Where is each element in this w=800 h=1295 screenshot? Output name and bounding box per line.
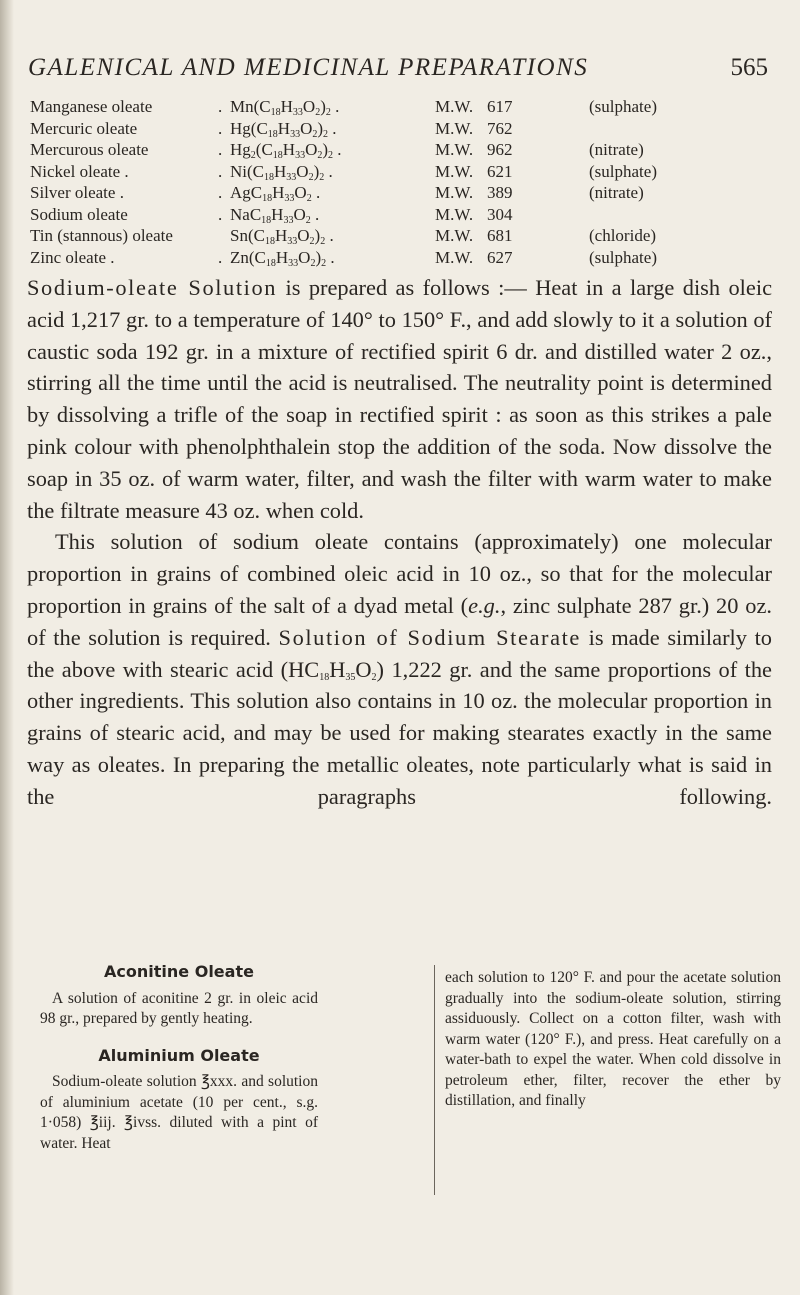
oleate-formula: $Sn(C_{18}H_{33}O_2)_2$ . xyxy=(230,226,334,247)
salt-note: (chloride) xyxy=(589,226,657,245)
molecular-weight: 304 xyxy=(487,204,513,224)
molecular-weight: 617 xyxy=(487,97,513,116)
oleate-formula: $Ni(C_{18}H_{33}O_2)_2$ . xyxy=(230,161,333,183)
oleate-table xyxy=(30,97,770,269)
oleate-formula: $Zn(C_{18}H_{33}O_2)_2$ . xyxy=(230,247,335,269)
salt-note: (sulphate) xyxy=(589,247,657,267)
paragraph-sodium-oleate-solution xyxy=(27,272,772,526)
run-in-heading-sodium-oleate: Sodium-oleate Solution xyxy=(27,275,278,300)
mw-source: M.W. xyxy=(435,118,474,138)
oleate-row xyxy=(30,248,770,270)
oleate-name: Mercurous oleate xyxy=(30,140,149,159)
oleate-name: Manganese oleate xyxy=(30,97,153,116)
mw-source: M.W. xyxy=(435,183,474,202)
column-divider xyxy=(434,965,435,1195)
paragraph-text: , zinc sulphate 287 gr.) 20 oz. of the solution is required. xyxy=(27,592,772,650)
eg-abbreviation: e.g. xyxy=(468,592,501,618)
oleate-row xyxy=(30,183,770,205)
mw-source: M.W. xyxy=(435,140,474,159)
mw-source: M.W. xyxy=(435,97,474,116)
salt-note: (nitrate) xyxy=(589,140,644,159)
oleate-name: Nickel oleate . xyxy=(30,161,129,181)
paragraph-text: This solution of sodium oleate contains (approximately) one molecular proportion in grains of combined oleic acid in 10 oz., so that for the molecular proportion in grains of the salt of a dyad metal ( xyxy=(27,529,772,618)
aconitine-oleate-text: A solution of aconitine 2 gr. in oleic acid 98 gr., prepared by gently heating. xyxy=(40,989,318,1027)
oleate-row xyxy=(30,162,770,184)
molecular-weight: 681 xyxy=(487,226,513,245)
aluminium-oleate-text: Sodium-oleate solution ℥xxx. and solution of aluminium acetate (10 per cent., s.g. 1·058) ℥iij. ℥ivss. diluted with a pint of water. Heat xyxy=(40,1073,318,1152)
paragraph-text: is made similarly to the above with stearic acid (HC xyxy=(27,624,772,682)
oleate-formula: $AgC_{18}H_{33}O_2$ . xyxy=(230,183,321,204)
salt-note: (sulphate) xyxy=(589,97,657,116)
oleate-row xyxy=(30,97,770,119)
mw-source: M.W. xyxy=(435,247,474,267)
molecular-weight: 389 xyxy=(487,183,513,202)
oleate-row xyxy=(30,226,770,248)
leader-dot: . xyxy=(218,204,223,224)
molecular-weight: 962 xyxy=(487,140,513,159)
run-in-heading-sodium-stearate: Solution of Sodium Stearate xyxy=(278,624,581,650)
paragraph-text: is prepared as follows :— Heat in a large dish oleic acid 1,217 gr. to a temperature of 140° to 150° F., and add slowly to it a solution of caustic soda 192 gr. in a mixture of rectified spirit 6 dr. and distilled water 2 oz., stirring all the time until the acid is neutralised. The neutrality point is determined by dissolving a trifle of the soap in rectified spirit : as soon as this strikes a pale pink colour with phenolphthalein stop the addition of the soda. Now dissolve the soap in 35 oz. of warm water, filter, and wash the filter with warm water to make the filtrate measure 43 oz. when cold. xyxy=(27,275,773,523)
heading-aconitine-oleate: Aconitine Oleate xyxy=(104,962,254,981)
leader-dot: . xyxy=(218,247,223,267)
formula-subscript: 18 xyxy=(319,671,330,683)
mw-source: M.W. xyxy=(435,226,474,245)
left-column xyxy=(40,962,318,1154)
aluminium-oleate-continued-text: each solution to 120° F. and pour the acetate solution gradually into the sodium-oleate solution, stirring assiduously. Collect on a cotton filter, wash with warm water (120° F.), and press. Heat carefully on a water-bath to expel the water. When cold dissolve in petroleum ether, filter, recover the ether by distillation, and finally xyxy=(445,969,781,1109)
running-head-title: GALENICAL AND MEDICINAL PREPARATIONS xyxy=(28,54,589,81)
leader-dot: . xyxy=(218,161,223,181)
paragraph-sodium-stearate xyxy=(27,526,772,844)
leader-dot: . xyxy=(218,183,223,202)
running-head xyxy=(28,54,768,90)
oleate-formula: $Hg(C_{18}H_{33}O_2)_2$ . xyxy=(230,118,337,140)
paragraph-text: H xyxy=(329,656,346,682)
salt-note: (nitrate) xyxy=(589,183,644,202)
oleate-row xyxy=(30,140,770,162)
right-column xyxy=(445,968,781,1112)
oleate-formula: $Hg_2(C_{18}H_{33}O_2)_2$ . xyxy=(230,140,342,161)
leader-dot: . xyxy=(218,97,223,116)
oleate-formula: $Mn(C_{18}H_{33}O_2)_2$ . xyxy=(230,97,340,118)
main-text xyxy=(27,272,772,844)
paragraph-text: O xyxy=(355,656,372,682)
molecular-weight: 627 xyxy=(487,247,513,267)
molecular-weight: 621 xyxy=(487,161,513,181)
oleate-formula: $NaC_{18}H_{33}O_2$ . xyxy=(230,204,320,226)
formula-subscript: 35 xyxy=(345,671,356,683)
salt-note: (sulphate) xyxy=(589,161,657,181)
formula-subscript: 2 xyxy=(371,671,377,683)
mw-source: M.W. xyxy=(435,161,474,181)
oleate-row xyxy=(30,205,770,227)
oleate-row xyxy=(30,119,770,141)
page-number: 565 xyxy=(730,54,768,81)
leader-dot: . xyxy=(218,140,223,159)
oleate-name: Sodium oleate xyxy=(30,204,128,224)
oleate-name: Silver oleate . xyxy=(30,183,124,202)
oleate-name: Tin (stannous) oleate xyxy=(30,226,173,245)
paragraph-text: ) 1,222 gr. and the same proportions of the other ingredients. This solution also contains in 10 oz. the molecular proportion in grains of stearic acid, and may be used for making stearates exactly in the same way as oleates. In preparing the metallic oleates, note particularly what is said in the paragraphs following. xyxy=(27,656,772,809)
oleate-name: Mercuric oleate xyxy=(30,118,138,138)
heading-aluminium-oleate: Aluminium Oleate xyxy=(98,1045,260,1065)
oleate-name: Zinc oleate . xyxy=(30,247,115,267)
mw-source: M.W. xyxy=(435,204,474,224)
leader-dot: . xyxy=(218,118,223,138)
molecular-weight: 762 xyxy=(487,118,513,138)
